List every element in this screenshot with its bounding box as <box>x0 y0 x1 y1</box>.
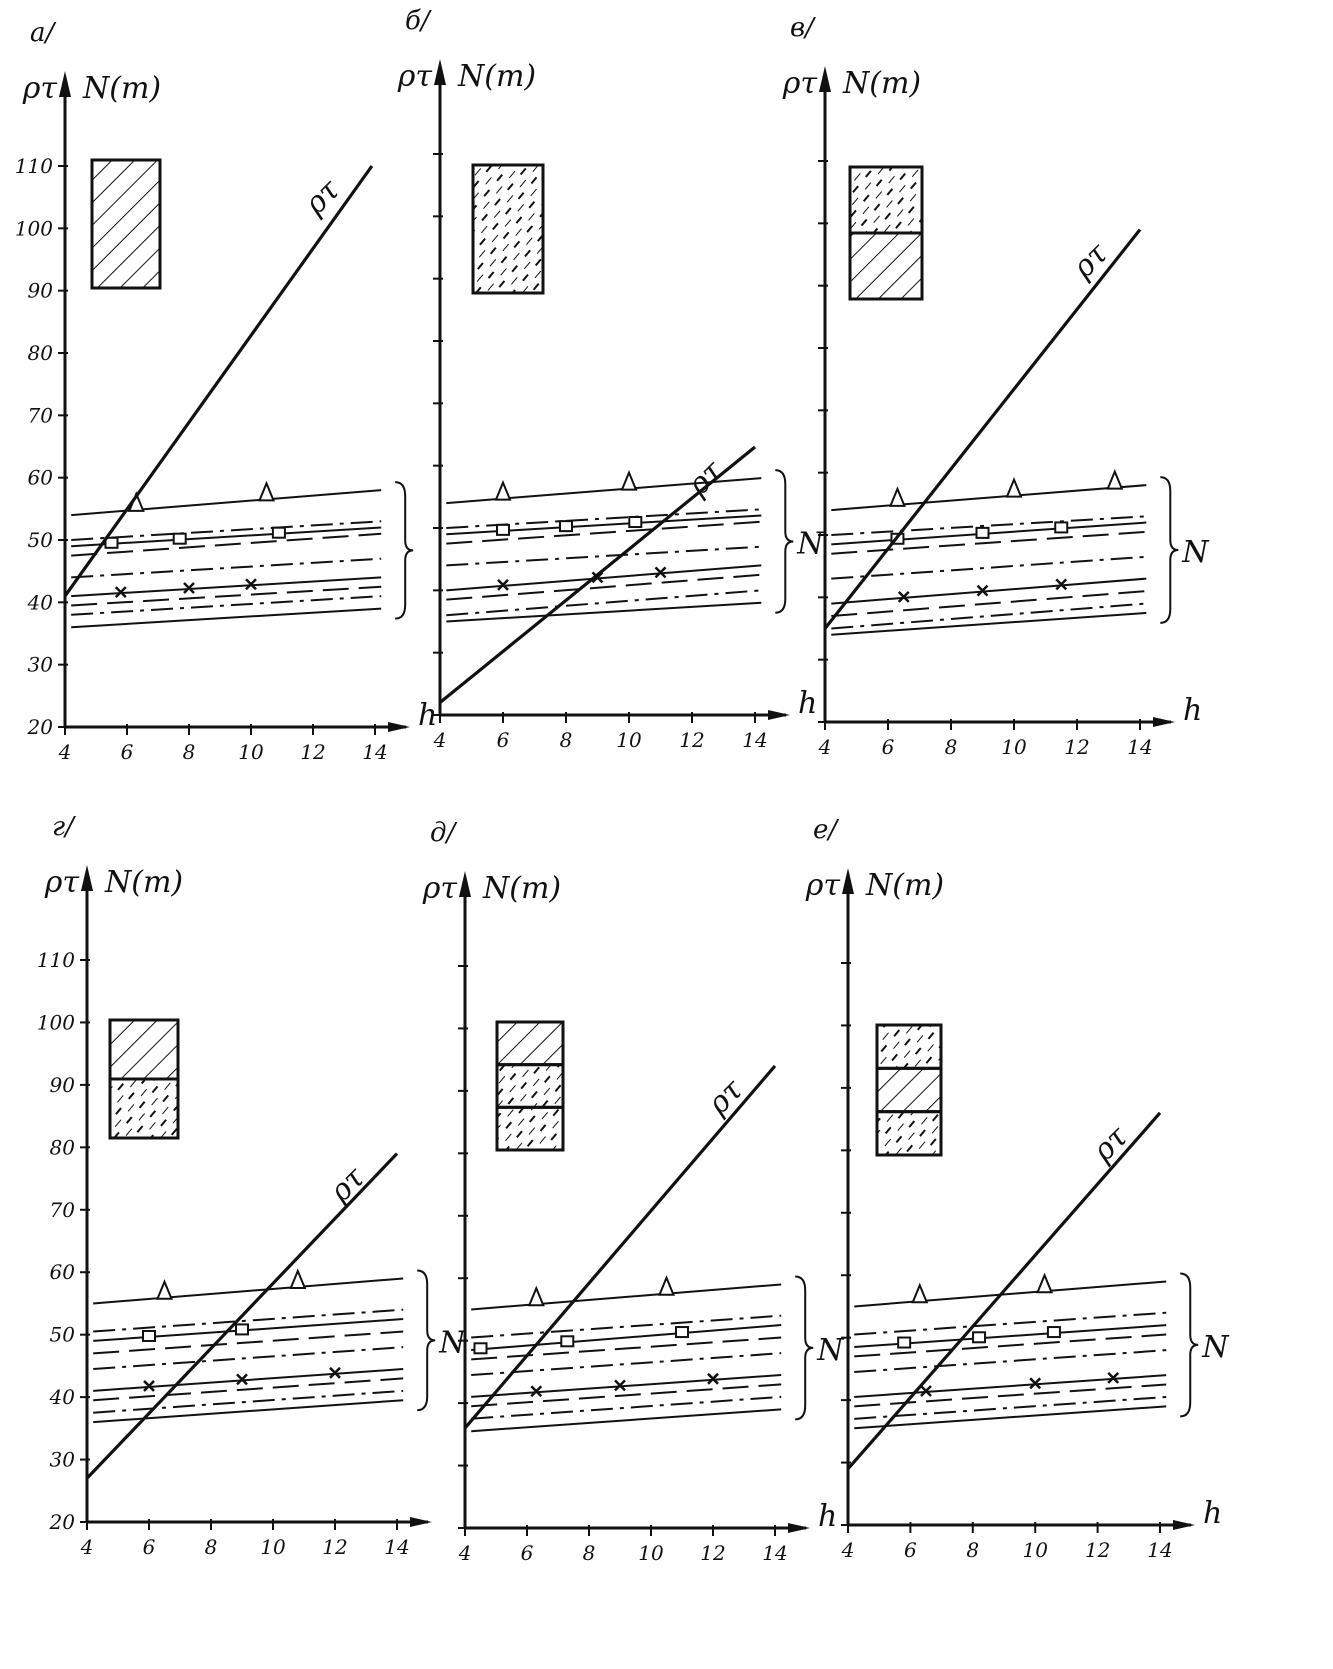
n-group-brace <box>775 470 793 613</box>
triangle-marker <box>1108 472 1122 489</box>
y-axis-label-pt: ρτ <box>22 71 57 106</box>
layer-segment <box>877 1068 941 1111</box>
triangle-marker <box>496 483 510 500</box>
y-tick-label: 60 <box>27 465 53 490</box>
layer-segment <box>877 1112 941 1155</box>
y-tick-label: 80 <box>49 1135 75 1160</box>
square-marker <box>236 1324 248 1334</box>
n-series-line <box>831 579 1146 604</box>
triangle-marker <box>529 1288 543 1305</box>
n-series-line <box>471 1338 781 1360</box>
y-tick-label: 20 <box>49 1510 75 1534</box>
x-tick-label: 14 <box>1127 735 1153 759</box>
chart-panel-6 <box>805 815 1230 1562</box>
y-axis-label-pt: ρτ <box>782 66 817 101</box>
n-series-line <box>471 1316 781 1338</box>
n-group-label: N <box>797 526 824 562</box>
pt-line <box>848 1113 1160 1469</box>
x-tick-label: 6 <box>904 1538 917 1562</box>
triangle-marker <box>260 483 274 500</box>
n-series-line <box>854 1375 1166 1397</box>
y-axis-label-n: N(т) <box>866 868 945 903</box>
n-series-line <box>831 485 1146 510</box>
y-tick-label: 40 <box>27 590 53 615</box>
x-tick-label: 8 <box>944 735 958 759</box>
n-series-line <box>93 1391 403 1413</box>
triangle-marker <box>1038 1275 1052 1292</box>
x-tick-label: 10 <box>616 728 642 752</box>
x-tick-label: 14 <box>742 728 768 752</box>
x-tick-label: 4 <box>433 728 447 752</box>
n-group-brace <box>417 1270 435 1410</box>
y-tick-label: 90 <box>27 278 53 303</box>
x-tick-label: 10 <box>638 1541 664 1565</box>
square-marker <box>475 1343 487 1353</box>
x-tick-label: 8 <box>182 740 196 764</box>
x-tick-label: 6 <box>881 735 895 759</box>
n-group-label: N <box>1182 535 1209 571</box>
n-series-line <box>471 1325 781 1350</box>
n-series-line <box>831 591 1146 616</box>
x-tick-label: 8 <box>582 1541 596 1565</box>
triangle-marker <box>291 1271 305 1288</box>
y-axis-arrow <box>81 865 93 891</box>
square-marker <box>143 1331 155 1341</box>
layer-segment <box>850 167 922 233</box>
x-tick-label: 8 <box>204 1535 218 1559</box>
n-series-line <box>471 1397 781 1419</box>
x-tick-label: 4 <box>80 1535 94 1559</box>
y-tick-label: 100 <box>36 1010 75 1035</box>
x-tick-label: 12 <box>300 740 326 764</box>
layer-segment <box>473 165 543 293</box>
n-series-line <box>71 490 381 515</box>
panel-label: а/ <box>30 18 55 48</box>
y-axis-label-pt: ρτ <box>397 59 432 94</box>
x-axis-arrow <box>410 1517 432 1527</box>
y-axis-arrow <box>819 66 831 92</box>
pt-line-label: ρτ <box>1065 236 1115 286</box>
y-tick-label: 30 <box>49 1447 75 1472</box>
x-tick-label: 10 <box>1022 1538 1048 1562</box>
x-axis-label: h <box>818 1499 838 1534</box>
pt-line-label: ρτ <box>680 453 730 503</box>
layer-segment <box>92 160 160 288</box>
y-axis-label-n: N(т) <box>843 66 922 101</box>
square-marker <box>898 1338 910 1348</box>
pt-line-label: ρτ <box>322 1160 372 1210</box>
square-marker <box>273 528 285 538</box>
x-tick-label: 8 <box>559 728 573 752</box>
n-series-line <box>93 1378 403 1400</box>
layer-segment <box>877 1025 941 1068</box>
triangle-marker <box>622 473 636 490</box>
x-tick-label: 4 <box>58 740 72 764</box>
n-series-line <box>471 1409 781 1431</box>
x-tick-label: 12 <box>1064 735 1090 759</box>
y-axis-label-pt: ρτ <box>805 868 840 903</box>
n-group-label: N <box>817 1332 844 1368</box>
x-tick-label: 4 <box>458 1541 472 1565</box>
x-tick-label: 10 <box>238 740 264 764</box>
pt-line-label: ρτ <box>700 1072 750 1122</box>
x-tick-label: 12 <box>700 1541 726 1565</box>
n-group-brace <box>795 1276 813 1419</box>
square-marker <box>676 1327 688 1337</box>
n-series-line <box>471 1375 781 1397</box>
x-tick-label: 10 <box>260 1535 286 1559</box>
n-series-line <box>471 1284 781 1309</box>
n-group-brace <box>395 482 413 618</box>
x-axis-arrow <box>768 710 790 720</box>
y-tick-label: 70 <box>49 1197 75 1222</box>
n-series-line <box>854 1313 1166 1335</box>
x-tick-label: 10 <box>1001 735 1027 759</box>
y-tick-label: 100 <box>14 216 53 241</box>
layer-segment <box>110 1020 178 1079</box>
x-axis-arrow <box>788 1523 810 1533</box>
n-group-label: N <box>1202 1329 1229 1365</box>
x-axis-arrow <box>1153 717 1175 727</box>
n-group-brace <box>1160 477 1178 623</box>
y-axis-label-n: N(т) <box>83 71 162 106</box>
triangle-marker <box>913 1285 927 1302</box>
x-tick-label: 6 <box>520 1541 534 1565</box>
x-axis-arrow <box>388 722 410 732</box>
x-tick-label: 14 <box>1147 1538 1173 1562</box>
y-axis-label-n: N(т) <box>483 871 562 906</box>
panel-label: б/ <box>405 6 430 36</box>
x-tick-label: 6 <box>496 728 510 752</box>
panel-label: е/ <box>813 815 838 845</box>
square-marker <box>1055 522 1067 532</box>
y-tick-label: 50 <box>49 1322 75 1347</box>
panel-label: г/ <box>52 812 74 842</box>
n-group-label: N <box>439 1325 466 1361</box>
layer-segment <box>110 1079 178 1138</box>
x-tick-label: 12 <box>322 1535 348 1559</box>
y-axis-arrow <box>459 871 471 897</box>
x-tick-label: 4 <box>818 735 832 759</box>
x-axis-arrow <box>1173 1520 1195 1530</box>
square-marker <box>560 521 572 531</box>
square-marker <box>1048 1327 1060 1337</box>
triangle-marker <box>158 1282 172 1299</box>
x-tick-label: 6 <box>142 1535 156 1559</box>
chart-panel-1 <box>15 18 438 764</box>
square-marker <box>174 534 186 544</box>
y-axis-label-n: N(т) <box>458 59 537 94</box>
y-tick-label: 80 <box>27 341 53 365</box>
chart-panel-2 <box>397 6 826 752</box>
y-axis-label-pt: ρτ <box>44 865 79 900</box>
panel-label: в/ <box>790 13 814 43</box>
y-tick-label: 60 <box>49 1260 75 1285</box>
y-tick-label: 40 <box>49 1385 75 1410</box>
x-axis-label: h <box>1183 693 1203 728</box>
triangle-marker <box>890 489 904 506</box>
x-tick-label: 6 <box>120 740 134 764</box>
pt-line-label: ρτ <box>297 172 347 222</box>
layer-segment <box>850 233 922 299</box>
n-series-line <box>93 1278 403 1303</box>
x-tick-label: 14 <box>384 1535 410 1559</box>
panel-label: д/ <box>430 818 456 848</box>
layer-segment <box>497 1107 563 1150</box>
n-series-line <box>71 559 381 578</box>
n-series-line <box>93 1369 403 1391</box>
chart-panel-4 <box>37 812 467 1559</box>
n-series-line <box>446 547 761 566</box>
n-group-brace <box>1180 1273 1198 1416</box>
y-tick-label: 20 <box>27 715 53 739</box>
x-tick-label: 8 <box>966 1538 980 1562</box>
layer-segment <box>497 1022 563 1065</box>
x-tick-label: 4 <box>841 1538 855 1562</box>
square-marker <box>977 528 989 538</box>
triangle-marker <box>1007 480 1021 497</box>
n-series-line <box>71 577 381 596</box>
n-series-line <box>854 1385 1166 1407</box>
y-axis-arrow <box>434 59 446 85</box>
y-tick-label: 110 <box>36 948 75 972</box>
x-axis-label: h <box>1203 1496 1223 1531</box>
y-tick-label: 30 <box>27 652 53 677</box>
square-marker <box>973 1332 985 1342</box>
layer-segment <box>497 1065 563 1108</box>
triangle-marker <box>660 1278 674 1295</box>
square-marker <box>629 517 641 527</box>
y-tick-label: 70 <box>27 403 53 428</box>
x-axis-label: h <box>798 686 818 721</box>
x-tick-label: 14 <box>362 740 388 764</box>
square-marker <box>497 525 509 535</box>
y-tick-label: 50 <box>27 528 53 552</box>
chart-panel-3 <box>782 13 1211 759</box>
x-tick-label: 14 <box>762 1541 788 1565</box>
y-axis-arrow <box>842 868 854 894</box>
chart-panel-5 <box>422 818 845 1565</box>
pt-line-label: ρτ <box>1085 1119 1135 1169</box>
x-axis-label: h <box>418 698 438 733</box>
x-tick-label: 12 <box>1084 1538 1111 1562</box>
y-tick-label: 110 <box>14 154 53 178</box>
n-series-line <box>471 1384 781 1406</box>
y-tick-label: 90 <box>49 1072 75 1097</box>
n-series-line <box>93 1400 403 1422</box>
x-tick-label: 12 <box>679 728 705 752</box>
y-axis-label-pt: ρτ <box>422 871 457 906</box>
y-axis-label-n: N(т) <box>105 865 184 900</box>
square-marker <box>561 1336 573 1346</box>
y-axis-arrow <box>59 71 71 97</box>
